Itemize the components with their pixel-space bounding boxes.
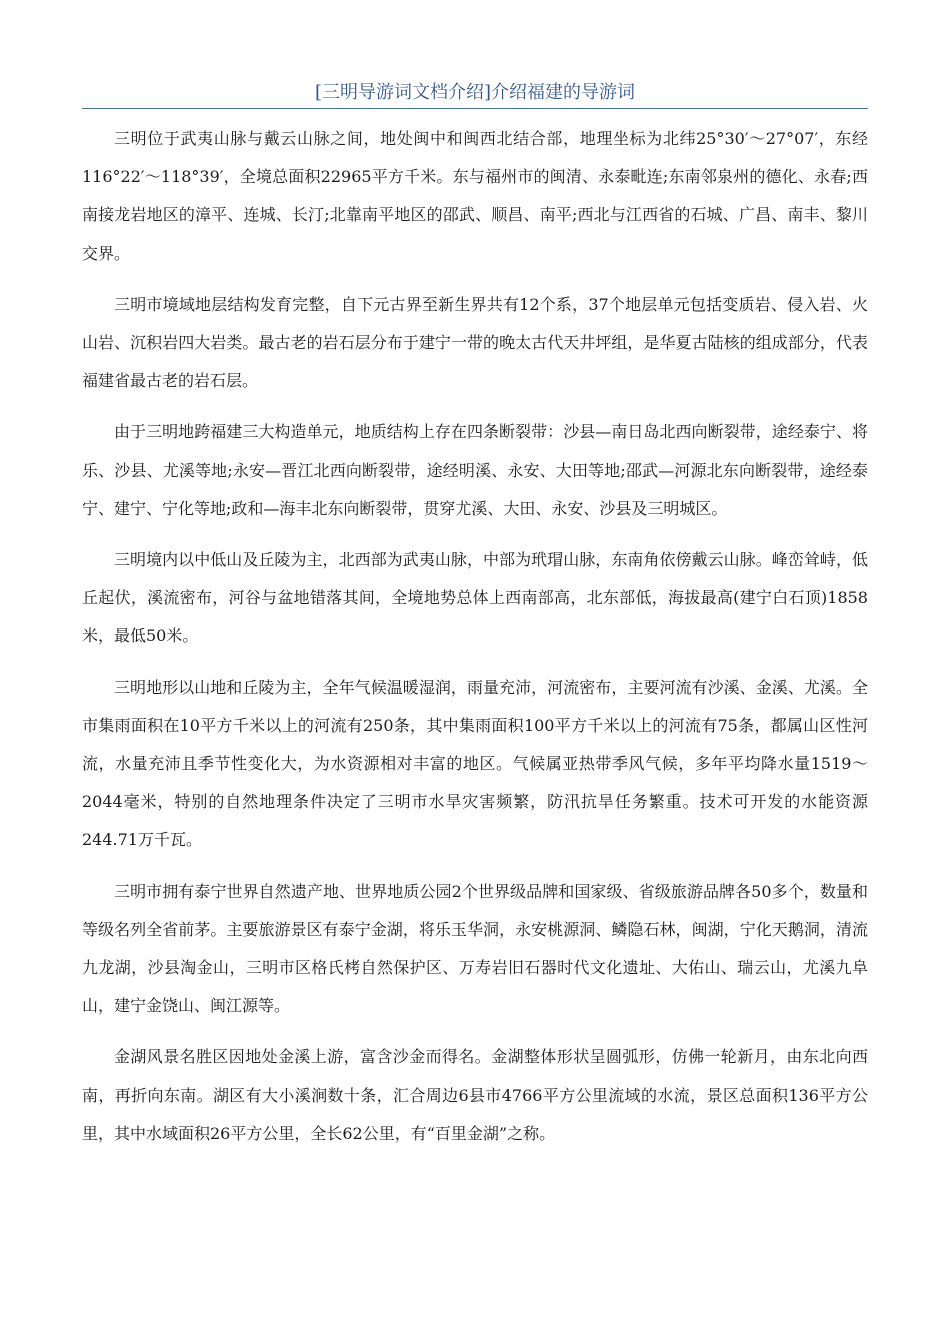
page-header bbox=[82, 78, 868, 109]
paragraph-jinhu-lake: 金湖风景名胜区因地处金溪上游，富含沙金而得名。金湖整体形状呈圆弧形，仿佛一轮新月，由东北向西南，再折向东南。湖区有大小溪涧数十条，汇合周边6县市4766平方公里流域的水流，景区总面积136平方公里，其中水域面积26平方公里，全长62公里，有“百里金湖”之称。 bbox=[82, 1047, 868, 1143]
paragraph-climate-rivers: 三明地形以山地和丘陵为主，全年气候温暖湿润，雨量充沛，河流密布，主要河流有沙溪、金溪、尤溪。全市集雨面积在10平方千米以上的河流有250条，其中集雨面积100平方千米以上的河流有75条，都属山区性河流，水量充沛且季节性变化大，为水资源相对丰富的地区。气候属亚热带季风气候，多年平均降水量1519～2044毫米，特别的自然地理条件决定了三明市水旱灾害频繁，防汛抗旱任务繁重。技术可开发的水能资源244.71万千瓦。 bbox=[82, 677, 868, 850]
document-body bbox=[82, 120, 868, 1166]
paragraph-location: 三明位于武夷山脉与戴云山脉之间，地处闽中和闽西北结合部，地理坐标为北纬25°30′～27°07′，东经116°22′～118°39′，全境总面积22965平方千米。东与福州市的闽清、永泰毗连;东南邻泉州的德化、永春;西南接龙岩地区的漳平、连城、长汀;北靠南平地区的邵武、顺昌、南平;西北与江西省的石城、广昌、南丰、黎川交界。 bbox=[82, 129, 868, 263]
document-title: [三明导游词文档介绍]介绍福建的导游词 bbox=[314, 82, 636, 103]
paragraph-geology: 三明市境域地层结构发育完整，自下元古界至新生界共有12个系，37个地层单元包括变质岩、侵入岩、火山岩、沉积岩四大岩类。最古老的岩石层分布于建宁一带的晚太古代天井坪组，是华夏古陆核的组成部分，代表福建省最古老的岩石层。 bbox=[82, 294, 868, 391]
paragraph-tourism: 三明市拥有泰宁世界自然遗产地、世界地质公园2个世界级品牌和国家级、省级旅游品牌各50多个，数量和等级名列全省前茅。主要旅游景区有泰宁金湖，将乐玉华洞，永安桃源洞、鳞隐石林，闽湖，宁化天鹅洞，清流九龙湖，沙县淘金山，三明市区格氏栲自然保护区、万寿岩旧石器时代文化遗址、大佑山、瑞云山，尤溪九阜山，建宁金饶山、闽江源等。 bbox=[82, 881, 868, 1016]
paragraph-fault-zones: 由于三明地跨福建三大构造单元，地质结构上存在四条断裂带：沙县—南日岛北西向断裂带，途经泰宁、将乐、沙县、尤溪等地;永安—晋江北西向断裂带，途经明溪、永安、大田等地;邵武—河源北东向断裂带，途经泰宁、建宁、宁化等地;政和—海丰北东向断裂带，贯穿尤溪、大田、永安、沙县及三明城区。 bbox=[82, 422, 868, 518]
paragraph-terrain: 三明境内以中低山及丘陵为主，北西部为武夷山脉，中部为玳瑁山脉，东南角依傍戴云山脉。峰峦耸峙，低丘起伏，溪流密布，河谷与盆地错落其间，全境地势总体上西南部高，北东部低，海拔最高(建宁白石顶)1858米，最低50米。 bbox=[82, 550, 868, 646]
